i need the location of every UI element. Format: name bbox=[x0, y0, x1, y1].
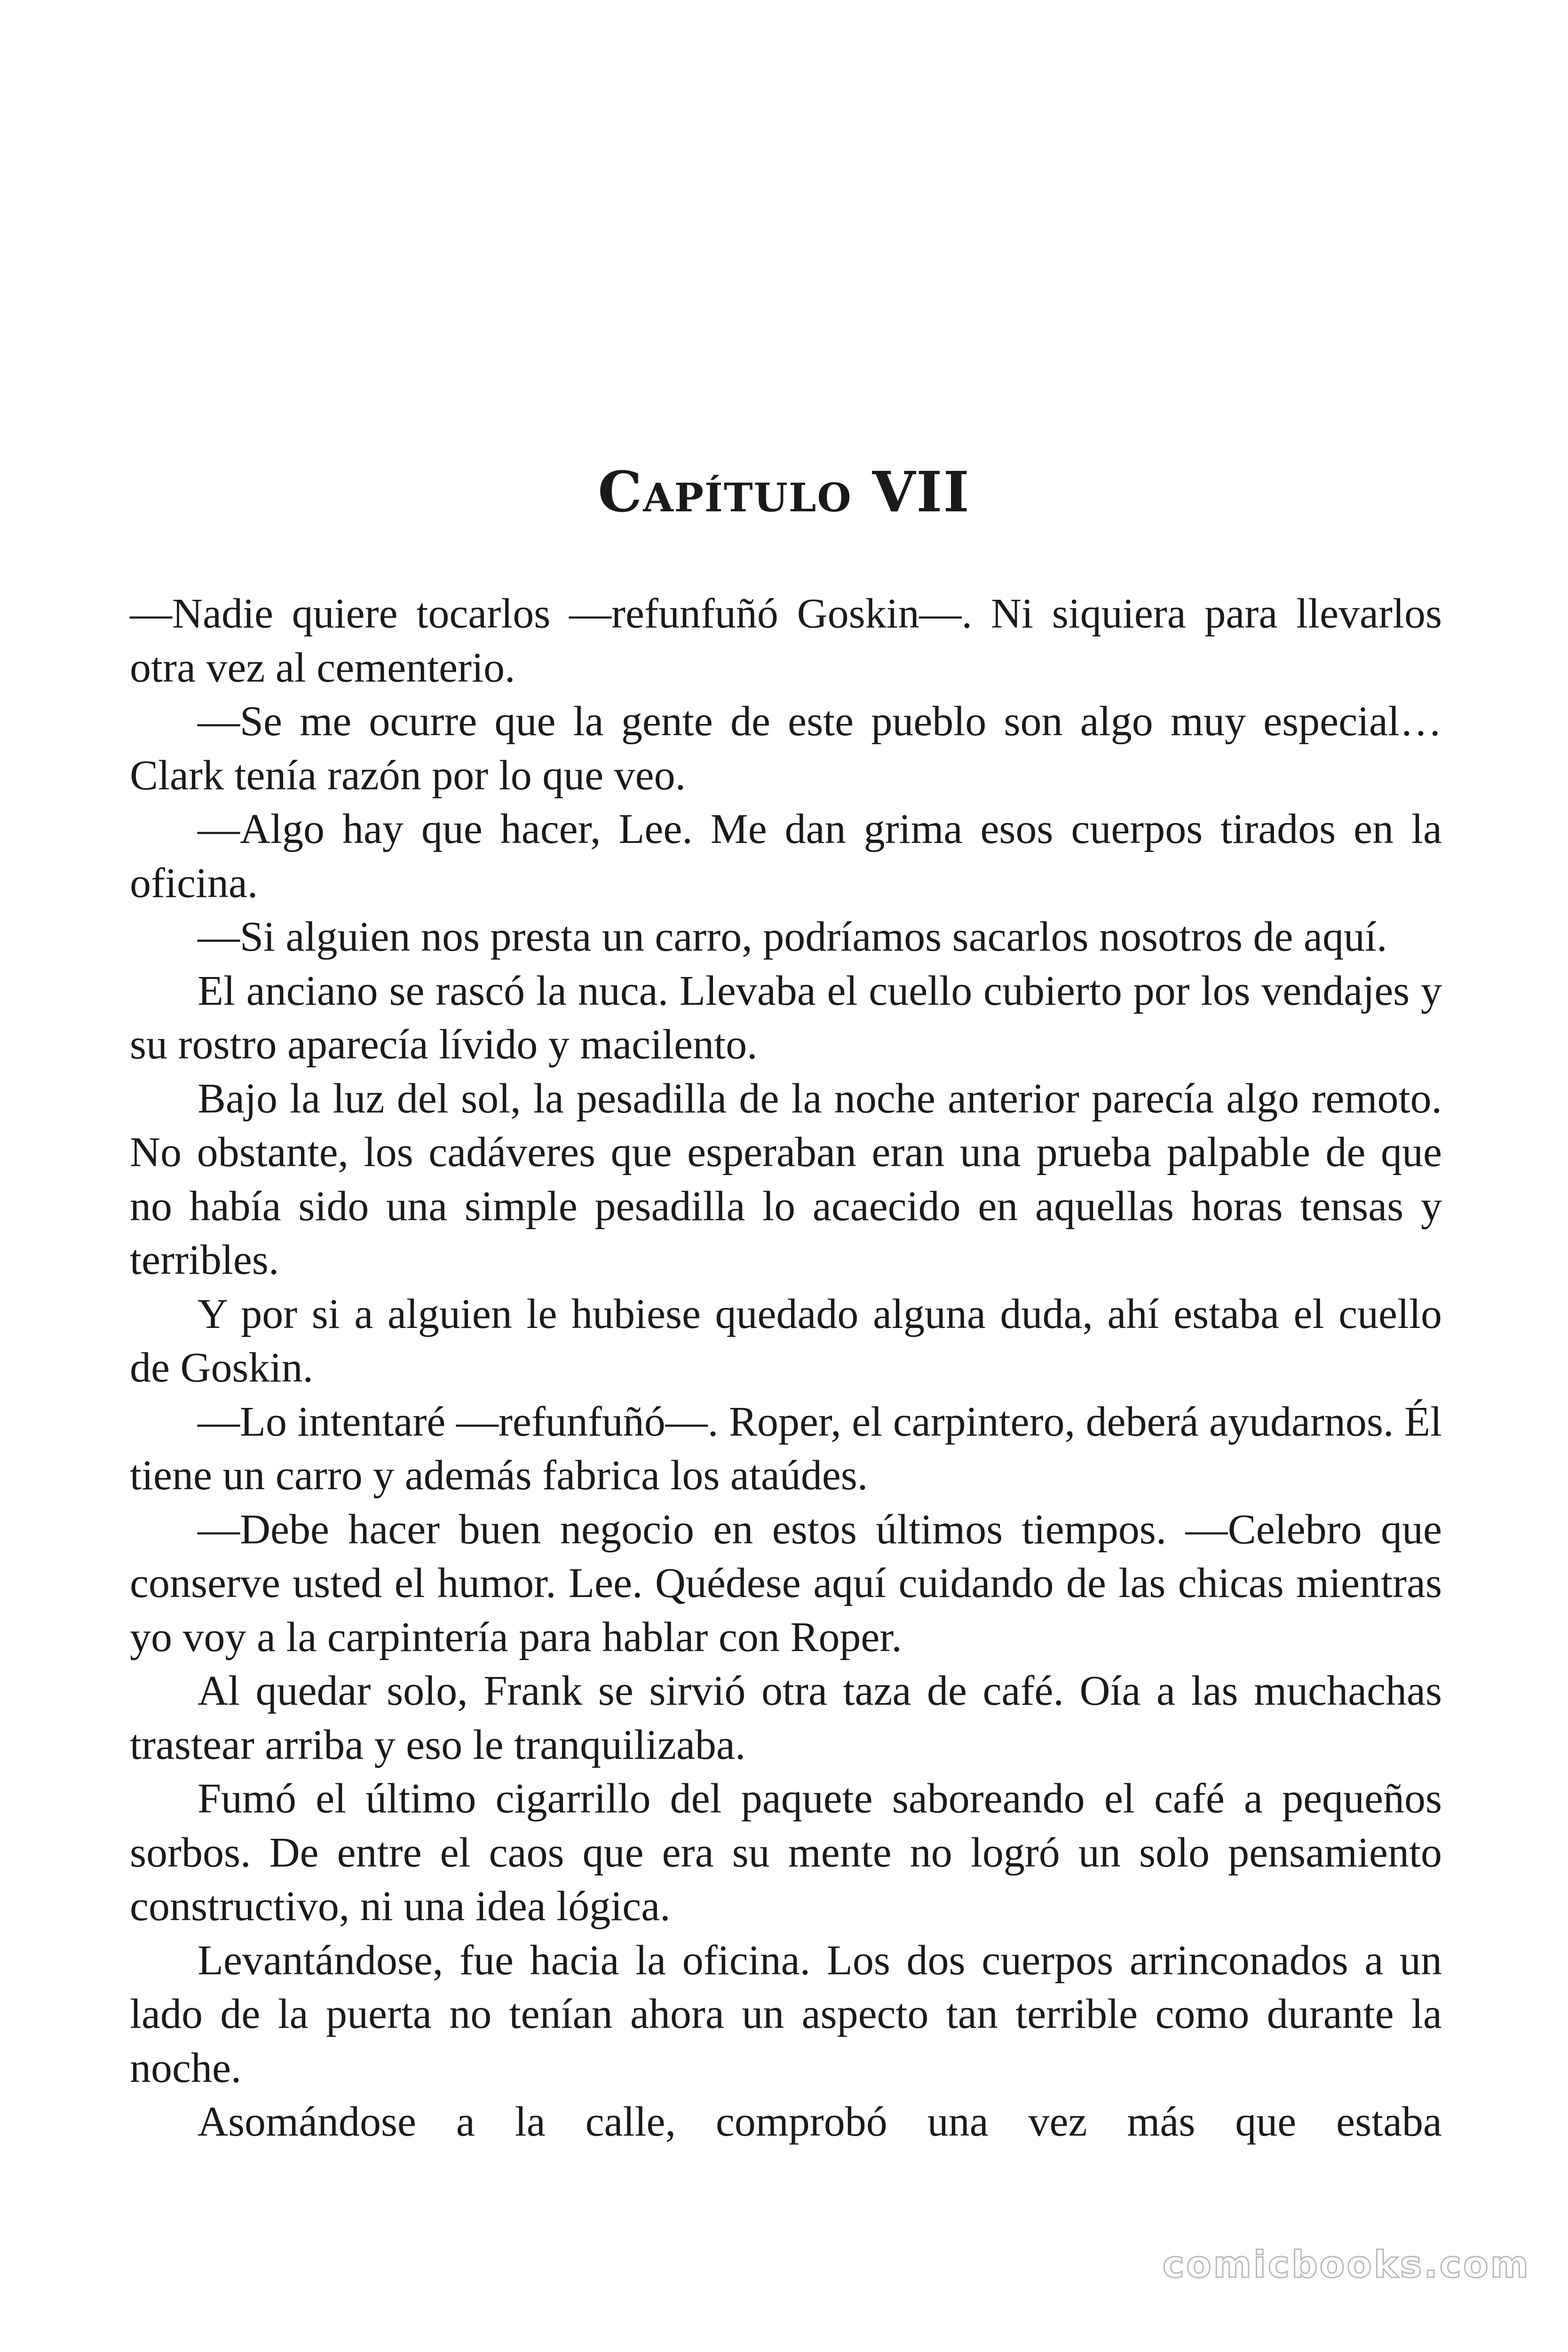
paragraph: Asomándose a la calle, comprobó una vez más que estaba bbox=[198, 2098, 1442, 2145]
paragraph: —Si alguien nos presta un carro, podríamos sacarlos nosotros de aquí. bbox=[198, 914, 1387, 960]
paragraph: —Debe hacer buen negocio en estos últimos tiempos. —Celebro que conserve usted el humor. Lee. Quédese aquí cuidando de las chicas mientras yo voy a la carpintería para hablar con Roper. bbox=[130, 1506, 1442, 1661]
paragraph: El anciano se rascó la nuca. Llevaba el cuello cubierto por los vendajes y su rostro aparecía lívido y macilento. bbox=[130, 967, 1442, 1068]
paragraph: Fumó el último cigarrillo del paquete saboreando el café a pequeños sorbos. De entre el caos que era su mente no logró un solo pensamiento constructivo, ni una idea lógica. bbox=[130, 1775, 1442, 1930]
paragraph: Bajo la luz del sol, la pesadilla de la noche anterior parecía algo remoto. No obstante, los cadáveres que esperaban eran una prueba palpable de que no había sido una simple pesadilla lo acaecido en aquellas horas tensas y terribles. bbox=[130, 1075, 1442, 1283]
paragraph: —Lo intentaré —refunfuñó—. Roper, el carpintero, deberá ayudarnos. Él tiene un carro y además fabrica los ataúdes. bbox=[130, 1398, 1442, 1499]
watermark: comicbooks.com bbox=[1162, 2244, 1530, 2286]
chapter-body bbox=[130, 587, 1442, 2149]
chapter-title: Capítulo VII bbox=[598, 459, 970, 524]
paragraph: —Nadie quiere tocarlos —refunfuñó Goskin—. Ni siquiera para llevarlos otra vez al cementerio. bbox=[130, 590, 1442, 691]
paragraph: Al quedar solo, Frank se sirvió otra taza de café. Oía a las muchachas trastear arriba y eso le tranquilizaba. bbox=[130, 1668, 1442, 1768]
paragraph: Levantándose, fue hacia la oficina. Los dos cuerpos arrinconados a un lado de la puerta no tenían ahora un aspecto tan terrible como durante la noche. bbox=[130, 1937, 1442, 2091]
paragraph: —Algo hay que hacer, Lee. Me dan grima esos cuerpos tirados en la oficina. bbox=[130, 806, 1442, 906]
paragraph: Y por si a alguien le hubiese quedado alguna duda, ahí estaba el cuello de Goskin. bbox=[130, 1290, 1442, 1391]
paragraph: —Se me ocurre que la gente de este pueblo son algo muy especial… Clark tenía razón por lo que veo. bbox=[130, 698, 1442, 799]
